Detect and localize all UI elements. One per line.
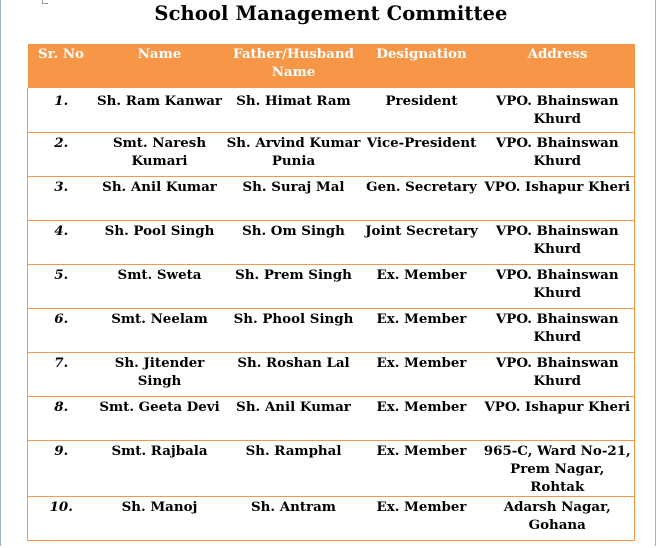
cell-address: VPO. Bhainswan Khurd: [481, 308, 635, 352]
cell-father-name: Sh. Om Singh: [225, 220, 363, 264]
cell-designation: Joint Secretary: [363, 220, 481, 264]
cell-address: VPO. Bhainswan Khurd: [481, 352, 635, 396]
cell-name: Smt. Naresh Kumari: [95, 132, 225, 176]
cell-sr-no: 9.: [28, 440, 95, 496]
table-row: [28, 308, 635, 352]
cell-name: Sh. Manoj: [95, 496, 225, 540]
cell-father-name: Sh. Antram: [225, 496, 363, 540]
cell-designation: Ex. Member: [363, 308, 481, 352]
table-row: [28, 440, 635, 496]
table-row: [28, 264, 635, 308]
cell-sr-no: 4.: [28, 220, 95, 264]
header-sr-no: Sr. No: [28, 44, 95, 88]
cell-father-name: Sh. Arvind Kumar Punia: [225, 132, 363, 176]
cell-sr-no: 3.: [28, 176, 95, 220]
cell-sr-no: 8.: [28, 396, 95, 440]
header-name: Name: [95, 44, 225, 88]
cell-sr-no: 7.: [28, 352, 95, 396]
cell-name: Smt. Rajbala: [95, 440, 225, 496]
cell-name: Sh. Jitender Singh: [95, 352, 225, 396]
table-row: [28, 88, 635, 132]
table-header-row: [28, 44, 635, 88]
cell-address: VPO. Ishapur Kheri: [481, 396, 635, 440]
cell-designation: Ex. Member: [363, 440, 481, 496]
cell-sr-no: 6.: [28, 308, 95, 352]
cell-father-name: Sh. Anil Kumar: [225, 396, 363, 440]
table-row: [28, 176, 635, 220]
cell-designation: Ex. Member: [363, 496, 481, 540]
cell-address: VPO. Bhainswan Khurd: [481, 220, 635, 264]
cell-father-name: Sh. Phool Singh: [225, 308, 363, 352]
cell-address: VPO. Bhainswan Khurd: [481, 264, 635, 308]
cell-name: Sh. Anil Kumar: [95, 176, 225, 220]
table-row: [28, 352, 635, 396]
cell-father-name: Sh. Prem Singh: [225, 264, 363, 308]
cell-sr-no: 5.: [28, 264, 95, 308]
cell-sr-no: 2.: [28, 132, 95, 176]
header-designation: Designation: [363, 44, 481, 88]
cell-father-name: Sh. Ramphal: [225, 440, 363, 496]
table-row: [28, 132, 635, 176]
cell-name: Sh. Pool Singh: [95, 220, 225, 264]
table-row: [28, 220, 635, 264]
cell-designation: Vice-President: [363, 132, 481, 176]
page-title: School Management Committee: [154, 2, 508, 25]
cell-father-name: Sh. Suraj Mal: [225, 176, 363, 220]
cell-designation: Ex. Member: [363, 352, 481, 396]
cell-name: Smt. Sweta: [95, 264, 225, 308]
cell-name: Smt. Neelam: [95, 308, 225, 352]
cell-name: Smt. Geeta Devi: [95, 396, 225, 440]
cell-address: VPO. Bhainswan Khurd: [481, 88, 635, 132]
cell-designation: Ex. Member: [363, 264, 481, 308]
cell-sr-no: 10.: [28, 496, 95, 540]
table-row: [28, 396, 635, 440]
table-row: [28, 496, 635, 540]
cell-address: VPO. Bhainswan Khurd: [481, 132, 635, 176]
header-father-husband-name: Father/Husband Name: [225, 44, 363, 88]
cell-designation: President: [363, 88, 481, 132]
cell-father-name: Sh. Roshan Lal: [225, 352, 363, 396]
cell-sr-no: 1.: [28, 88, 95, 132]
cell-address: Adarsh Nagar, Gohana: [481, 496, 635, 540]
committee-table: [27, 44, 635, 541]
cell-name: Sh. Ram Kanwar: [95, 88, 225, 132]
cell-father-name: Sh. Himat Ram: [225, 88, 363, 132]
cell-address: 965-C, Ward No-21, Prem Nagar, Rohtak: [481, 440, 635, 496]
cell-designation: Ex. Member: [363, 396, 481, 440]
cell-address: VPO. Ishapur Kheri: [481, 176, 635, 220]
header-address: Address: [481, 44, 635, 88]
cell-designation: Gen. Secretary: [363, 176, 481, 220]
